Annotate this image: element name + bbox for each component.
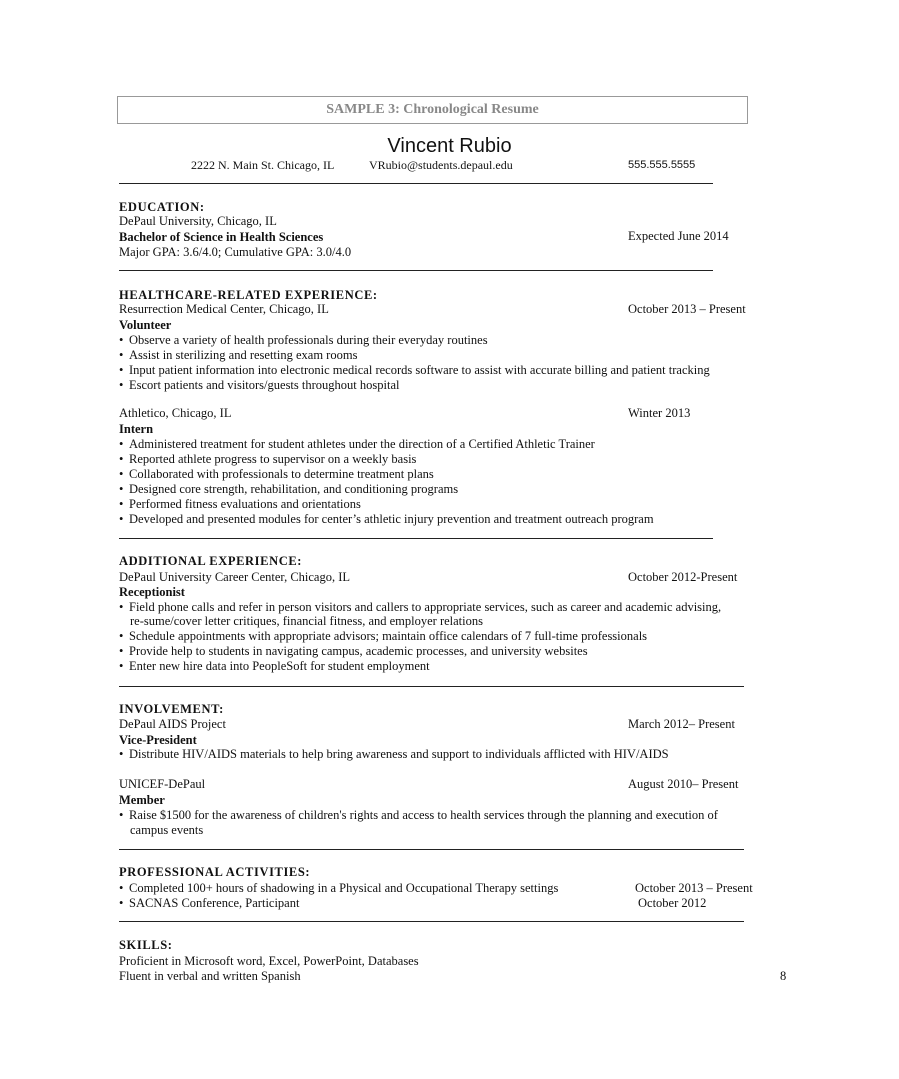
divider <box>119 538 713 539</box>
graduation-date: Expected June 2014 <box>628 229 729 243</box>
bullet-item: • Administered treatment for student athletes under the direction of a Certified Athletic Trainer <box>119 437 595 451</box>
applicant-name: Vincent Rubio <box>387 135 512 157</box>
job-org: Resurrection Medical Center, Chicago, IL <box>119 302 329 316</box>
address: 2222 N. Main St. Chicago, IL <box>191 158 335 172</box>
bullet-item: • Assist in sterilizing and resetting exam rooms <box>119 348 358 362</box>
job-date: Winter 2013 <box>628 406 691 420</box>
skill-line: Fluent in verbal and written Spanish <box>119 969 301 983</box>
section-heading-additional: ADDITIONAL EXPERIENCE: <box>119 554 303 568</box>
bullet-item: • SACNAS Conference, Participant <box>119 896 300 910</box>
divider <box>119 270 713 271</box>
date: October 2013 – Present <box>635 881 753 895</box>
bullet-item: • Designed core strength, rehabilitation, and conditioning programs <box>119 482 459 496</box>
date: August 2010– Present <box>628 777 739 791</box>
job-date: October 2013 – Present <box>628 302 746 316</box>
gpa: Major GPA: 3.6/4.0; Cumulative GPA: 3.0/4.0 <box>119 245 352 259</box>
bullet-item: • Raise $1500 for the awareness of children's rights and access to health services through the planning and execution of <box>119 808 718 822</box>
page-number: 8 <box>780 969 787 983</box>
bullet-item: • Field phone calls and refer in person visitors and callers to appropriate services, such as career and academic advising, <box>119 600 722 614</box>
job-org: DePaul University Career Center, Chicago, IL <box>119 570 351 584</box>
bullet-item: • Performed fitness evaluations and orientations <box>119 497 361 511</box>
job-role: Volunteer <box>119 318 172 332</box>
job-date: October 2012-Present <box>628 570 738 584</box>
section-heading-skills: SKILLS: <box>119 938 173 952</box>
bullet-item: • Provide help to students in navigating campus, academic processes, and university websites <box>119 644 588 658</box>
date: March 2012– Present <box>628 717 735 731</box>
date: October 2012 <box>638 896 707 910</box>
section-heading-involvement: INVOLVEMENT: <box>119 702 224 716</box>
bullet-item: • Collaborated with professionals to determine treatment plans <box>119 467 434 481</box>
skill-line: Proficient in Microsoft word, Excel, PowerPoint, Databases <box>119 954 419 968</box>
resume-banner: SAMPLE 3: Chronological Resume <box>117 96 748 124</box>
divider <box>119 686 744 687</box>
bullet-item: • Schedule appointments with appropriate advisors; maintain office calendars of 7 full-time professionals <box>119 629 648 643</box>
section-heading-professional: PROFESSIONAL ACTIVITIES: <box>119 865 311 879</box>
org: DePaul AIDS Project <box>119 717 226 731</box>
bullet-item: • Observe a variety of health professionals during their everyday routines <box>119 333 488 347</box>
bullet-item: • Enter new hire data into PeopleSoft for student employment <box>119 659 430 673</box>
job-org: Athletico, Chicago, IL <box>119 406 232 420</box>
divider <box>119 921 744 922</box>
org: UNICEF-DePaul <box>119 777 206 791</box>
bullet-item: • Escort patients and visitors/guests throughout hospital <box>119 378 400 392</box>
bullet-item: • Developed and presented modules for center’s athletic injury prevention and treatment outreach program <box>119 512 654 526</box>
divider <box>119 849 744 850</box>
role: Member <box>119 793 165 807</box>
bullet-item: • Completed 100+ hours of shadowing in a Physical and Occupational Therapy settings <box>119 881 559 895</box>
bullet-item: • Distribute HIV/AIDS materials to help bring awareness and support to individuals afflicted with HIV/AIDS <box>119 747 669 761</box>
bullet-continuation: campus events <box>130 823 204 837</box>
divider <box>119 183 713 184</box>
role: Vice-President <box>119 733 197 747</box>
section-heading-healthcare: HEALTHCARE-RELATED EXPERIENCE: <box>119 288 378 302</box>
bullet-item: • Input patient information into electronic medical records software to assist with accurate billing and patient tracking <box>119 363 710 377</box>
bullet-continuation: re-sume/cover letter critiques, financial fitness, and employer relations <box>130 614 483 628</box>
degree: Bachelor of Science in Health Sciences <box>119 230 324 244</box>
job-role: Intern <box>119 422 154 436</box>
bullet-item: • Reported athlete progress to supervisor on a weekly basis <box>119 452 417 466</box>
section-heading-education: EDUCATION: <box>119 200 205 214</box>
email: VRubio@students.depaul.edu <box>369 158 513 172</box>
job-role: Receptionist <box>119 585 185 599</box>
phone: 555.555.5555 <box>628 159 696 171</box>
school: DePaul University, Chicago, IL <box>119 214 277 228</box>
